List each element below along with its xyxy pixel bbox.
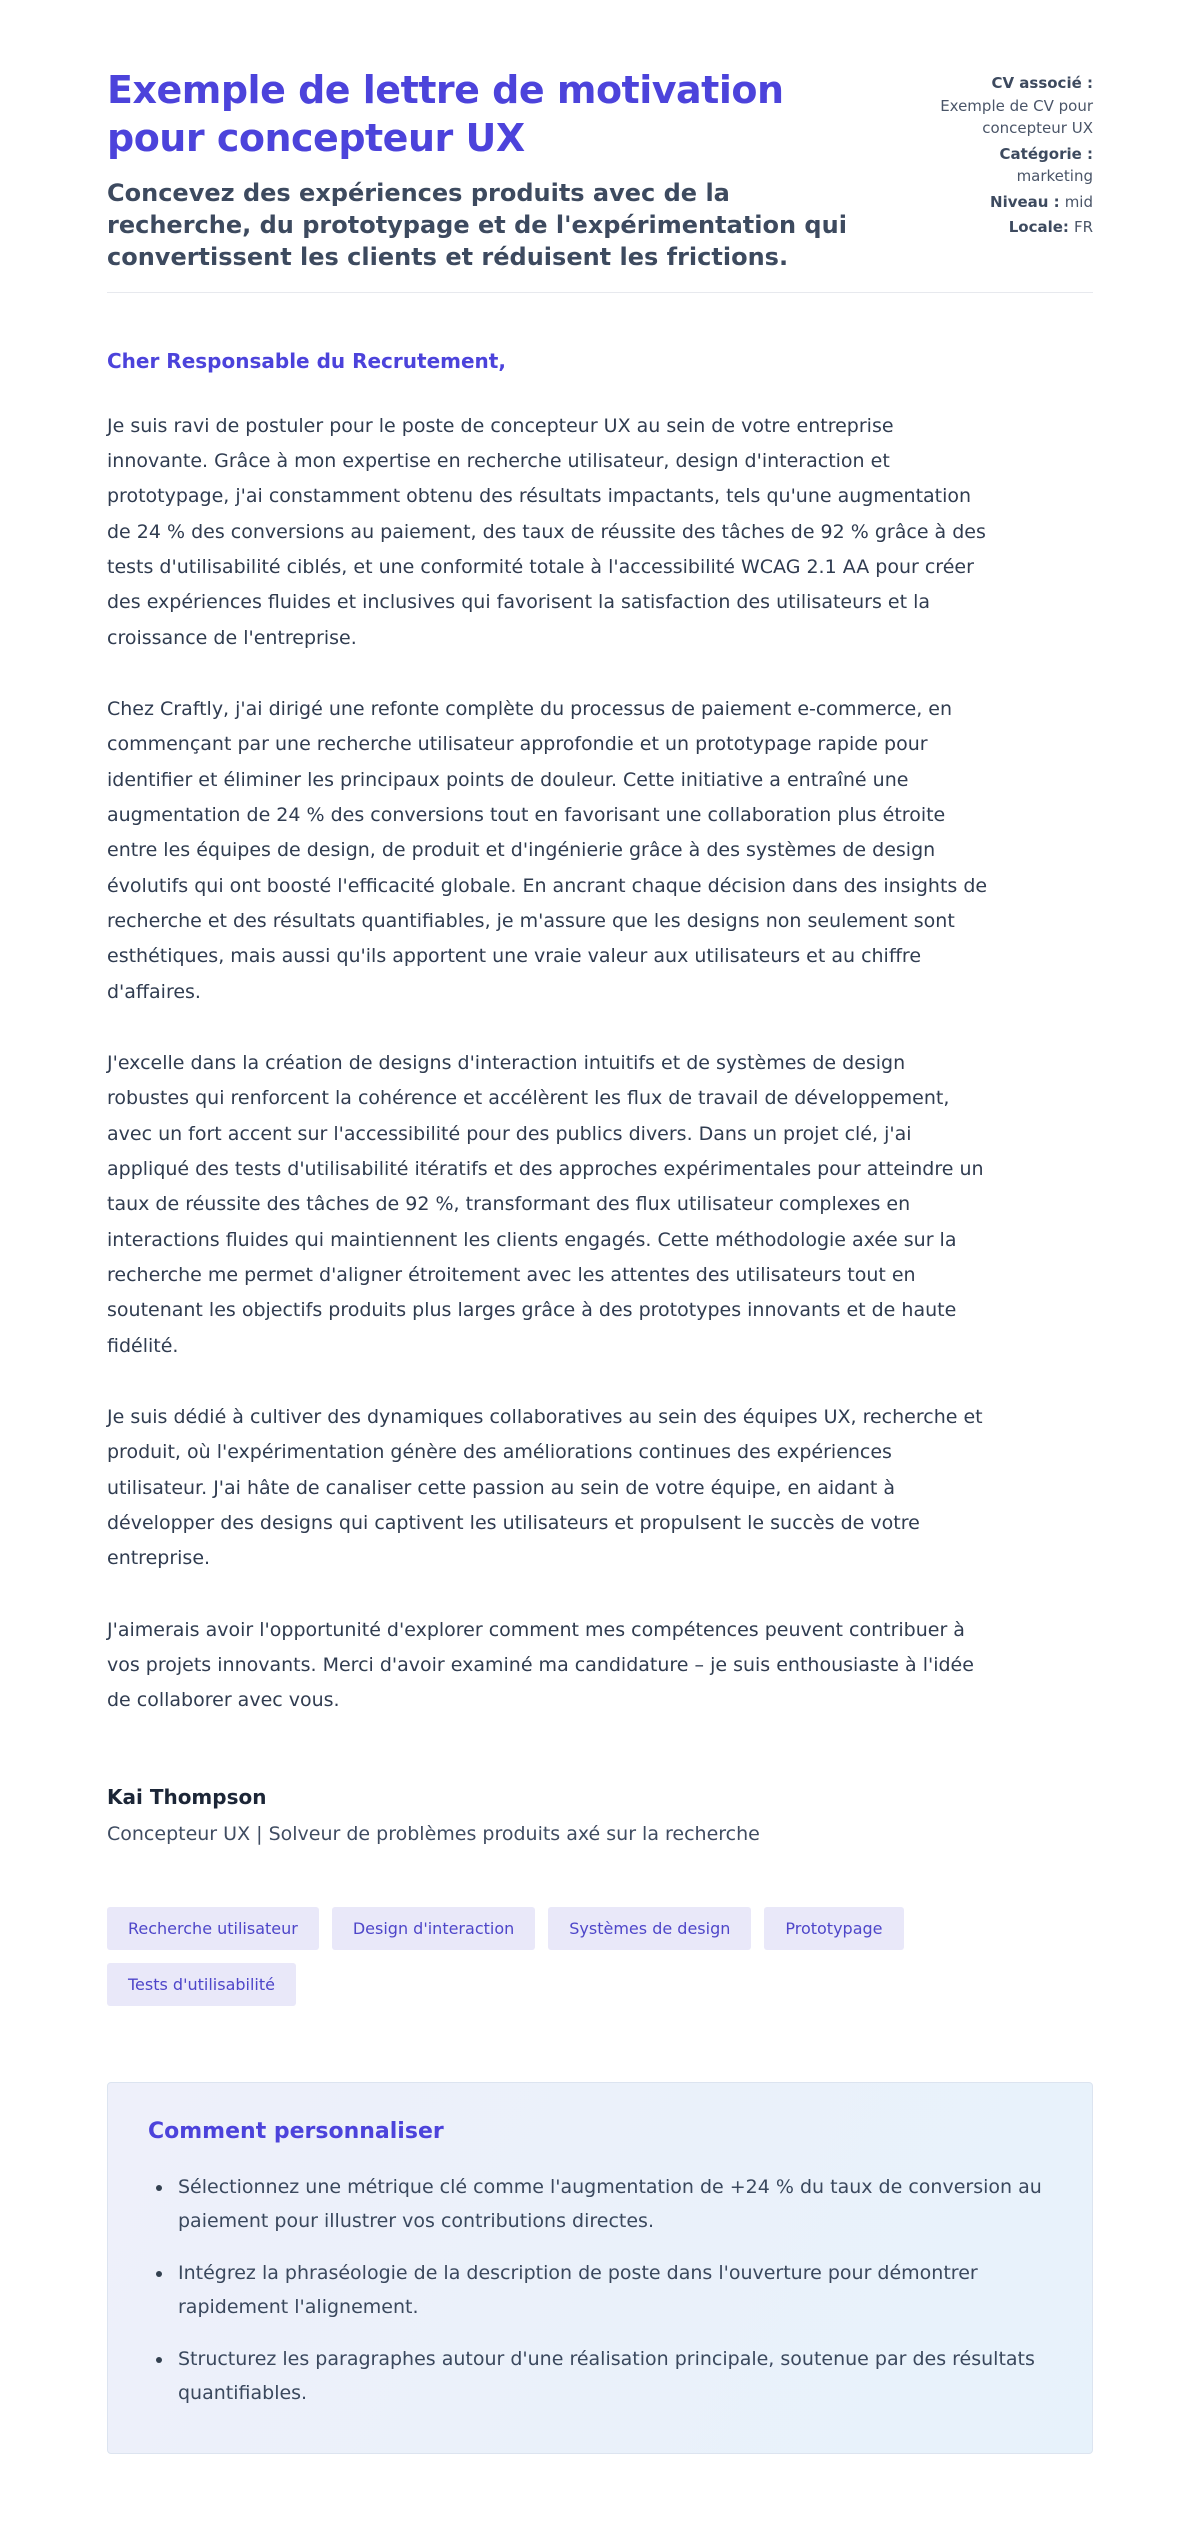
header-divider [107,292,1093,293]
skill-tag: Design d'interaction [332,1907,535,1950]
letter-paragraph: J'excelle dans la création de designs d'interaction intuitifs et de systèmes de design robustes qui renforcent la cohérence et accélèrent les flux de travail de développement, avec un fort accent sur l'accessibilité pour des publics divers. Dans un projet clé, j'ai appliqué des tests d'utilisabilité itératifs et des approches expérimentales pour atteindre un taux de réussite des tâches de 92 %, transformant des flux utilisateur complexes en interactions fluides qui maintiennent les clients engagés. Cette méthodologie axée sur la recherche me permet d'aligner étroitement avec les attentes des utilisateurs tout en soutenant les objectifs produits plus larges grâce à des prototypes innovants et de haute fidélité. [107,1051,984,1357]
meta-value: FR [1073,218,1093,236]
page-subtitle: Concevez des expériences produits avec de la recherche, du prototypage et de l'expérimentation qui convertissent les clients et réduisent les frictions. [107,178,847,272]
tips-list [148,2170,1052,2411]
page-header [107,66,1093,274]
letter-paragraph: Je suis ravi de postuler pour le poste de concepteur UX au sein de votre entreprise innovante. Grâce à mon expertise en recherche utilisateur, design d'interaction et prototypage, j'ai constamment obtenu des résultats impactants, tels qu'une augmentation de 24 % des conversions au paiement, des taux de réussite des tâches de 92 % grâce à des tests d'utilisabilité ciblés, et une conformité totale à l'accessibilité WCAG 2.1 AA pour créer des expériences fluides et inclusives qui favorisent la satisfaction des utilisateurs et la croissance de l'entreprise. [107,414,986,649]
tip-item: • Intégrez la phraséologie de la description de poste dans l'ouverture pour démontrer rapidement l'alignement. [174,2256,1052,2324]
letter-body [107,409,1093,1719]
meta-label: CV associé : [991,74,1093,92]
skill-tag: Recherche utilisateur [107,1907,319,1950]
meta-item [915,143,1093,188]
skill-tag: Systèmes de design [548,1907,751,1950]
signature-name: Kai Thompson [107,1784,267,1809]
meta-panel [915,66,1093,242]
meta-value: Exemple de CV pour concepteur UX [940,96,1093,137]
header-title-block [107,66,879,274]
meta-value: mid [1064,192,1093,211]
letter-paragraph: Chez Craftly, j'ai dirigé une refonte complète du processus de paiement e-commerce, en commençant par une recherche utilisateur approfondie et un prototypage rapide pour identifier et éliminer les principaux points de douleur. Cette initiative a entraîné une augmentation de 24 % des conversions tout en favorisant une collaboration plus étroite entre les équipes de design, de produit et d'ingénierie grâce à des systèmes de design évolutifs qui ont boosté l'efficacité globale. En ancrant chaque décision dans des insights de recherche et des résultats quantifiables, je m'assure que les designs non seulement sont esthétiques, mais aussi qu'ils apportent une vraie valeur aux utilisateurs et au chiffre d'affaires. [107,697,988,1003]
tip-item: • Structurez les paragraphes autour d'une réalisation principale, soutenue par des résultats quantifiables. [174,2342,1052,2410]
tip-item: • Sélectionnez une métrique clé comme l'augmentation de +24 % du taux de conversion au paiement pour illustrer vos contributions directes. [174,2170,1052,2238]
letter-content [107,349,1093,2454]
letter-greeting: Cher Responsable du Recrutement, [107,348,506,373]
tips-title: Comment personnaliser [148,2118,444,2144]
customization-tips-box [107,2082,1093,2454]
meta-label: Catégorie : [999,144,1093,163]
skill-tag: Prototypage [764,1907,903,1950]
skill-tag: Tests d'utilisabilité [107,1963,296,2006]
letter-paragraph: Je suis dédié à cultiver des dynamiques collaboratives au sein des équipes UX, recherche et produit, où l'expérimentation génère des améliorations continues des expériences utilisateur. J'ai hâte de canaliser cette passion au sein de votre équipe, en aidant à développer des designs qui captivent les utilisateurs et propulsent le succès de votre entreprise. [107,1405,983,1570]
meta-label: Locale: [1008,218,1069,236]
skill-tag-list [107,1907,1007,2006]
meta-item [915,72,1093,140]
signature-role: Concepteur UX | Solveur de problèmes produits axé sur la recherche [107,1822,760,1845]
meta-label: Niveau : [990,192,1060,211]
meta-value: marketing [1016,167,1093,185]
page-title: Exemple de lettre de motivation pour concepteur UX [107,68,784,161]
meta-item [915,216,1093,239]
meta-item [915,191,1093,214]
letter-paragraph: J'aimerais avoir l'opportunité d'explorer comment mes compétences peuvent contribuer à vos projets innovants. Merci d'avoir examiné ma candidature – je suis enthousiaste à l'idée de collaborer avec vous. [107,1618,974,1712]
